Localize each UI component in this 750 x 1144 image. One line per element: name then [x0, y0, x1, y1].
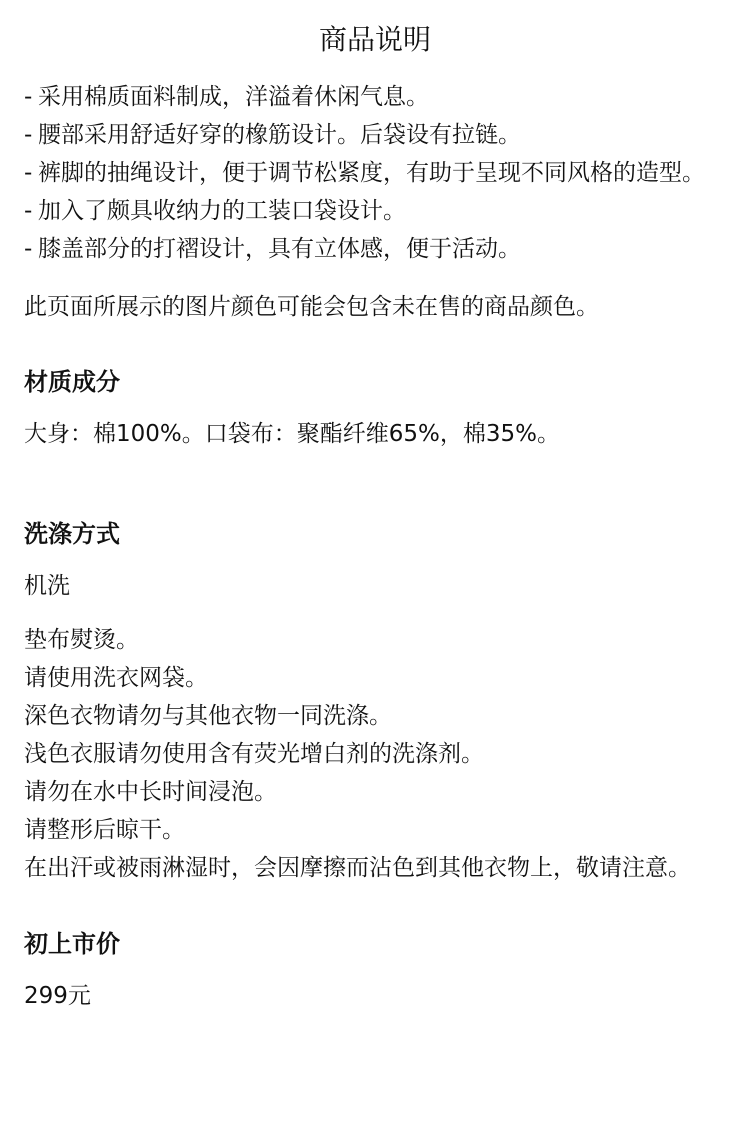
feature-item: - 加入了颇具收纳力的工装口袋设计。	[24, 192, 726, 230]
washing-instruction: 请使用洗衣网袋。	[24, 665, 208, 691]
feature-item: - 腰部采用舒适好穿的橡筋设计。后袋设有拉链。	[24, 116, 726, 154]
washing-method: 机洗	[24, 573, 70, 599]
feature-item: - 采用棉质面料制成，洋溢着休闲气息。	[24, 78, 726, 116]
color-note: 此页面所展示的图片颜色可能会包含未在售的商品颜色。	[24, 294, 599, 320]
price-section	[24, 927, 726, 1015]
price-title: 初上市价	[24, 930, 120, 958]
washing-instruction: 深色衣物请勿与其他衣物一同洗涤。	[24, 703, 392, 729]
feature-item: - 裤脚的抽绳设计，便于调节松紧度，有助于呈现不同风格的造型。	[24, 154, 726, 192]
washing-instruction: 垫布熨烫。	[24, 627, 139, 653]
feature-list	[24, 78, 726, 268]
washing-instruction: 请勿在水中长时间浸泡。	[24, 779, 277, 805]
washing-instruction: 浅色衣服请勿使用含有荧光增白剂的洗涤剂。	[24, 741, 484, 767]
page-title: 商品说明	[318, 23, 431, 56]
washing-section	[24, 517, 726, 887]
washing-instruction: 在出汗或被雨淋湿时，会因摩擦而沾色到其他衣物上，敬请注意。	[24, 855, 691, 881]
material-text: 大身：棉100%。口袋布：聚酯纤维65%，棉35%。	[24, 421, 560, 447]
washing-instructions	[24, 621, 726, 887]
material-title: 材质成分	[24, 368, 120, 396]
material-section	[24, 365, 726, 453]
washing-title: 洗涤方式	[24, 520, 120, 548]
price-value: 299元	[24, 983, 91, 1009]
feature-item: - 膝盖部分的打褶设计，具有立体感，便于活动。	[24, 230, 726, 268]
washing-instruction: 请整形后晾干。	[24, 817, 185, 843]
